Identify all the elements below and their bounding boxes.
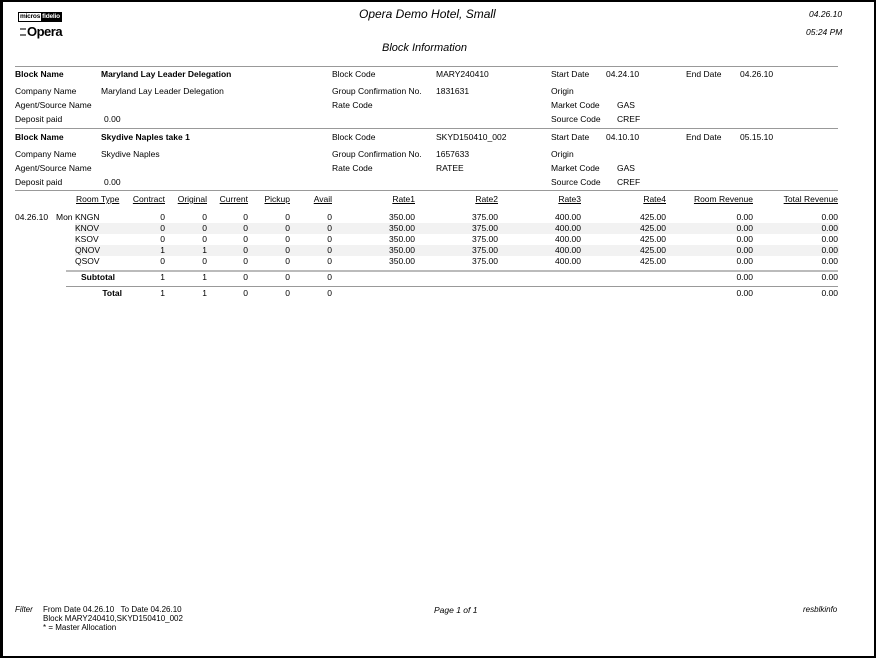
start-date-value: 04.10.10	[606, 132, 640, 142]
deposit-paid-value: 0.00	[104, 177, 121, 187]
cell-rate1: 350.00	[389, 223, 415, 233]
agent-source-label: Agent/Source Name	[15, 163, 92, 173]
cell-rate4: 425.00	[640, 245, 666, 255]
block-code-label: Block Code	[332, 132, 376, 142]
logo-fidelio-text: fidelio	[42, 13, 60, 20]
block-name-value: Skydive Naples take 1	[101, 132, 190, 142]
subtotal-label: Subtotal	[81, 272, 115, 282]
cell-rate3: 400.00	[555, 234, 581, 244]
end-date-label: End Date	[686, 132, 722, 142]
print-time: 05:24 PM	[806, 27, 843, 37]
market-code-value: GAS	[617, 100, 635, 110]
table-row	[75, 212, 839, 223]
cell-avail: 0	[327, 234, 332, 244]
rate-code-label: Rate Code	[332, 163, 373, 173]
company-name-label: Company Name	[15, 86, 77, 96]
end-date-label: End Date	[686, 69, 722, 79]
print-date: 04.26.10	[809, 9, 843, 19]
cell-room-revenue: 0.00	[736, 212, 753, 222]
total-row	[75, 288, 839, 299]
market-code-label: Market Code	[551, 100, 600, 110]
cell-original: 0	[202, 234, 207, 244]
total-pickup: 0	[285, 288, 290, 298]
cell-rate2: 375.00	[472, 223, 498, 233]
col-header-rate4: Rate4	[643, 194, 666, 204]
cell-original: 0	[202, 223, 207, 233]
cell-rate4: 425.00	[640, 223, 666, 233]
start-date-value: 04.24.10	[606, 69, 640, 79]
source-code-value: CREF	[617, 114, 641, 124]
col-header-original: Original	[177, 194, 207, 204]
filter-dates: From Date 04.26.10 To Date 04.26.10	[43, 605, 182, 614]
cell-total-revenue: 0.00	[821, 256, 838, 266]
total-avail: 0	[327, 288, 332, 298]
rate-code-value: RATEE	[436, 163, 464, 173]
agent-source-label: Agent/Source Name	[15, 100, 92, 110]
filter-legend: * = Master Allocation	[43, 623, 117, 632]
company-name-value: Skydive Naples	[101, 149, 160, 159]
cell-rate2: 375.00	[472, 234, 498, 244]
market-code-label: Market Code	[551, 163, 600, 173]
cell-rate2: 375.00	[472, 245, 498, 255]
table-row	[75, 223, 839, 234]
block-code-value: MARY240410	[436, 69, 489, 79]
block-name-value: Maryland Lay Leader Delegation	[101, 69, 232, 79]
block-name-label: Block Name	[15, 69, 64, 79]
total-label: Total	[102, 288, 122, 298]
filter-label: Filter	[15, 605, 33, 614]
col-header-room-type: Room Type	[76, 194, 120, 204]
group-confirmation-label: Group Confirmation No.	[332, 149, 422, 159]
cell-rate1: 350.00	[389, 256, 415, 266]
cell-contract: 0	[160, 212, 165, 222]
col-header-total-revenue: Total Revenue	[783, 194, 838, 204]
col-header-rate2: Rate2	[475, 194, 498, 204]
cell-room-type: KNGN	[75, 212, 100, 222]
divider	[15, 190, 838, 191]
cell-avail: 0	[327, 223, 332, 233]
cell-rate3: 400.00	[555, 245, 581, 255]
cell-room-type: QNOV	[75, 245, 101, 255]
table-row	[75, 234, 839, 245]
col-header-rate3: Rate3	[558, 194, 581, 204]
cell-contract: 0	[160, 256, 165, 266]
col-header-contract: Contract	[132, 194, 165, 204]
cell-room-type: KSOV	[75, 234, 99, 244]
divider	[15, 66, 838, 67]
micros-fidelio-logo	[18, 12, 62, 22]
cell-rate4: 425.00	[640, 256, 666, 266]
cell-total-revenue: 0.00	[821, 245, 838, 255]
subtotal-pickup: 0	[285, 272, 290, 282]
cell-room-type: KNOV	[75, 223, 100, 233]
cell-avail: 0	[327, 212, 332, 222]
total-contract: 1	[160, 288, 165, 298]
cell-pickup: 0	[285, 245, 290, 255]
report-id: resblkinfo	[803, 605, 838, 614]
subtotal-contract: 1	[160, 272, 165, 282]
cell-contract: 1	[160, 245, 165, 255]
source-code-value: CREF	[617, 177, 641, 187]
cell-pickup: 0	[285, 256, 290, 266]
filter-blocks: Block MARY240410,SKYD150410_002	[43, 614, 183, 623]
cell-original: 1	[202, 245, 207, 255]
total-total-revenue: 0.00	[821, 288, 838, 298]
cell-rate1: 350.00	[389, 245, 415, 255]
deposit-paid-label: Deposit paid	[15, 177, 63, 187]
row-date: 04.26.10	[15, 212, 49, 222]
cell-rate2: 375.00	[472, 212, 498, 222]
logo-micros-text: micros	[20, 13, 41, 20]
subtotal-row	[75, 272, 839, 283]
col-header-rate1: Rate1	[392, 194, 415, 204]
group-confirmation-label: Group Confirmation No.	[332, 86, 422, 96]
opera-logo-text: Opera	[27, 24, 63, 39]
cell-pickup: 0	[285, 234, 290, 244]
table-row	[75, 256, 839, 267]
start-date-label: Start Date	[551, 132, 590, 142]
cell-original: 0	[202, 256, 207, 266]
source-code-label: Source Code	[551, 177, 601, 187]
cell-current: 0	[243, 212, 248, 222]
cell-contract: 0	[160, 234, 165, 244]
cell-rate3: 400.00	[555, 256, 581, 266]
cell-total-revenue: 0.00	[821, 223, 838, 233]
market-code-value: GAS	[617, 163, 635, 173]
col-header-avail: Avail	[313, 194, 332, 204]
cell-rate3: 400.00	[555, 223, 581, 233]
cell-rate2: 375.00	[472, 256, 498, 266]
cell-avail: 0	[327, 256, 332, 266]
cell-contract: 0	[160, 223, 165, 233]
subtotal-original: 1	[202, 272, 207, 282]
cell-total-revenue: 0.00	[821, 234, 838, 244]
opera-logo	[20, 24, 62, 39]
row-day: Mon	[56, 212, 73, 222]
subtotal-avail: 0	[327, 272, 332, 282]
divider	[15, 128, 838, 129]
page-number: Page 1 of 1	[434, 605, 478, 615]
block-code-value: SKYD150410_002	[436, 132, 507, 142]
cell-room-revenue: 0.00	[736, 223, 753, 233]
cell-current: 0	[243, 245, 248, 255]
cell-current: 0	[243, 223, 248, 233]
col-header-pickup: Pickup	[264, 194, 290, 204]
subtotal-current: 0	[243, 272, 248, 282]
origin-label: Origin	[551, 86, 574, 96]
subtotal-total-revenue: 0.00	[821, 272, 838, 282]
group-confirmation-value: 1657633	[436, 149, 470, 159]
block-name-label: Block Name	[15, 132, 64, 142]
cell-avail: 0	[327, 245, 332, 255]
cell-original: 0	[202, 212, 207, 222]
total-current: 0	[243, 288, 248, 298]
col-header-room-revenue: Room Revenue	[693, 194, 753, 204]
company-name-label: Company Name	[15, 149, 77, 159]
cell-pickup: 0	[285, 212, 290, 222]
subtotal-room-revenue: 0.00	[736, 272, 753, 282]
deposit-paid-label: Deposit paid	[15, 114, 63, 124]
end-date-value: 04.26.10	[740, 69, 774, 79]
deposit-paid-value: 0.00	[104, 114, 121, 124]
cell-rate4: 425.00	[640, 234, 666, 244]
opera-swoosh-icon	[20, 28, 26, 36]
cell-room-revenue: 0.00	[736, 234, 753, 244]
cell-room-revenue: 0.00	[736, 245, 753, 255]
start-date-label: Start Date	[551, 69, 590, 79]
cell-rate1: 350.00	[389, 212, 415, 222]
cell-rate1: 350.00	[389, 234, 415, 244]
company-name-value: Maryland Lay Leader Delegation	[101, 86, 224, 96]
total-original: 1	[202, 288, 207, 298]
rate-code-label: Rate Code	[332, 100, 373, 110]
cell-rate4: 425.00	[640, 212, 666, 222]
source-code-label: Source Code	[551, 114, 601, 124]
group-confirmation-value: 1831631	[436, 86, 470, 96]
total-room-revenue: 0.00	[736, 288, 753, 298]
report-title: Block Information	[382, 42, 467, 54]
cell-pickup: 0	[285, 223, 290, 233]
block-code-label: Block Code	[332, 69, 376, 79]
total-divider	[66, 286, 838, 287]
col-header-current: Current	[219, 194, 248, 204]
cell-total-revenue: 0.00	[821, 212, 838, 222]
cell-room-type: QSOV	[75, 256, 100, 266]
origin-label: Origin	[551, 149, 574, 159]
cell-current: 0	[243, 256, 248, 266]
cell-current: 0	[243, 234, 248, 244]
table-row	[75, 245, 839, 256]
hotel-name: Opera Demo Hotel, Small	[359, 7, 496, 21]
end-date-value: 05.15.10	[740, 132, 774, 142]
cell-rate3: 400.00	[555, 212, 581, 222]
cell-room-revenue: 0.00	[736, 256, 753, 266]
